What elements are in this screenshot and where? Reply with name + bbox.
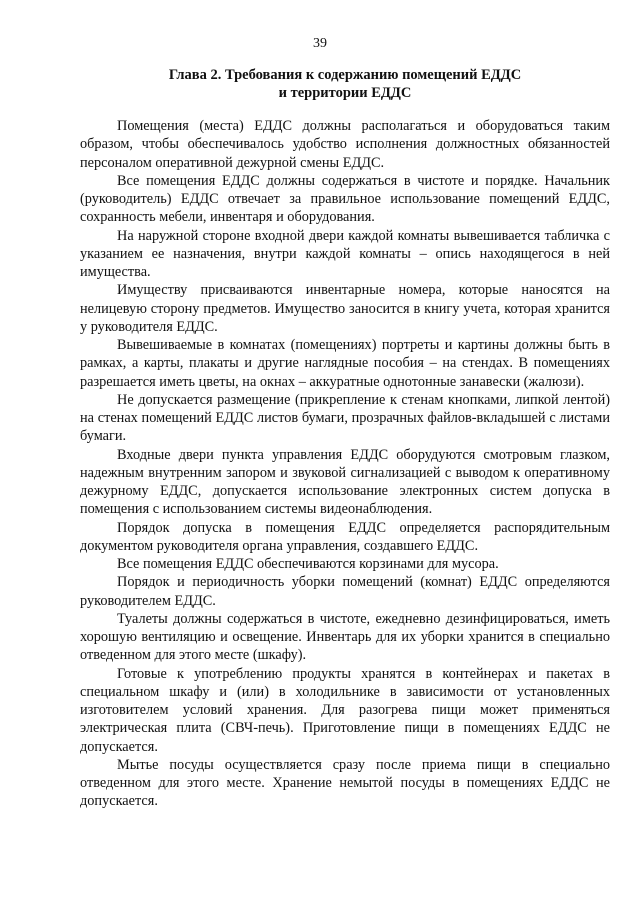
chapter-title-line-2: и территории ЕДДС (278, 85, 412, 101)
page-number: 39 (313, 36, 327, 51)
paragraph: Все помещения ЕДДС должны содержаться в чистоте и порядке. Начальник (руководитель) ЕДДС отвечает за правильное использование помещений ЕДДС, сохранность мебели, инвентаря и оборудования. (80, 172, 610, 226)
chapter-title-line-1: Глава 2. Требования к содержанию помещений ЕДДС (168, 67, 522, 83)
paragraph: Вывешиваемые в комнатах (помещениях) портреты и картины должны быть в рамках, а карты, плакаты и другие наглядные пособия – на стендах. В помещениях разрешается иметь цветы, на окнах – аккуратные однотонные занавески (жалюзи). (80, 337, 610, 390)
paragraph: На наружной стороне входной двери каждой комнаты вывешивается табличка с указанием ее назначения, внутри каждой комнаты – опись находящегося в ней имущества. (80, 227, 610, 280)
paragraph: Не допускается размещение (прикрепление к стенам кнопками, липкой лентой) на стенах помещений ЕДДС листов бумаги, прозрачных файлов-вкладышей с листами бумаги. (80, 391, 610, 445)
paragraph: Порядок и периодичность уборки помещений (комнат) ЕДДС определяются руководителем ЕДДС. (80, 574, 610, 609)
paragraph: Мытье посуды осуществляется сразу после приема пищи в специально отведенном для этого месте. Хранение немытой посуды в помещениях ЕДДС не допускается. (80, 756, 610, 810)
body-text (80, 117, 610, 811)
paragraph: Помещения (места) ЕДДС должны располагаться и оборудоваться таким образом, чтобы обеспечивалось удобство исполнения должностных обязанностей персоналом оперативной дежурной смены ЕДДС. (80, 118, 610, 171)
paragraph: Туалеты должны содержаться в чистоте, ежедневно дезинфицироваться, иметь хорошую вентиляцию и освещение. Инвентарь для их уборки хранится в специально отведенном для этого месте (шкафу). (80, 610, 610, 664)
paragraph: Все помещения ЕДДС обеспечиваются корзинами для мусора. (117, 556, 499, 572)
chapter-title (80, 66, 610, 102)
paragraph: Входные двери пункта управления ЕДДС оборудуются смотровым глазком, надежным внутренним запором и звуковой сигнализацией с выводом к оперативному дежурному ЕДДС, допускается использование электронных систем допуска в помещения с использованием системы видеонаблюдения. (80, 446, 610, 518)
paragraph: Порядок допуска в помещения ЕДДС определяется распорядительным документом руководителя органа управления, создавшего ЕДДС. (80, 519, 610, 554)
paragraph: Готовые к употреблению продукты хранятся в контейнерах и пакетах в специальном шкафу и (или) в холодильнике в зависимости от установленных изготовителем условий хранения. Для разогрева пищи может применяться электрическая плита (СВЧ-печь). Приготовление пищи в помещениях ЕДДС не допускается. (80, 665, 610, 755)
paragraph: Имуществу присваиваются инвентарные номера, которые наносятся на нелицевую сторону предметов. Имущество заносится в книгу учета, которая хранится у руководителя ЕДДС. (80, 282, 610, 335)
